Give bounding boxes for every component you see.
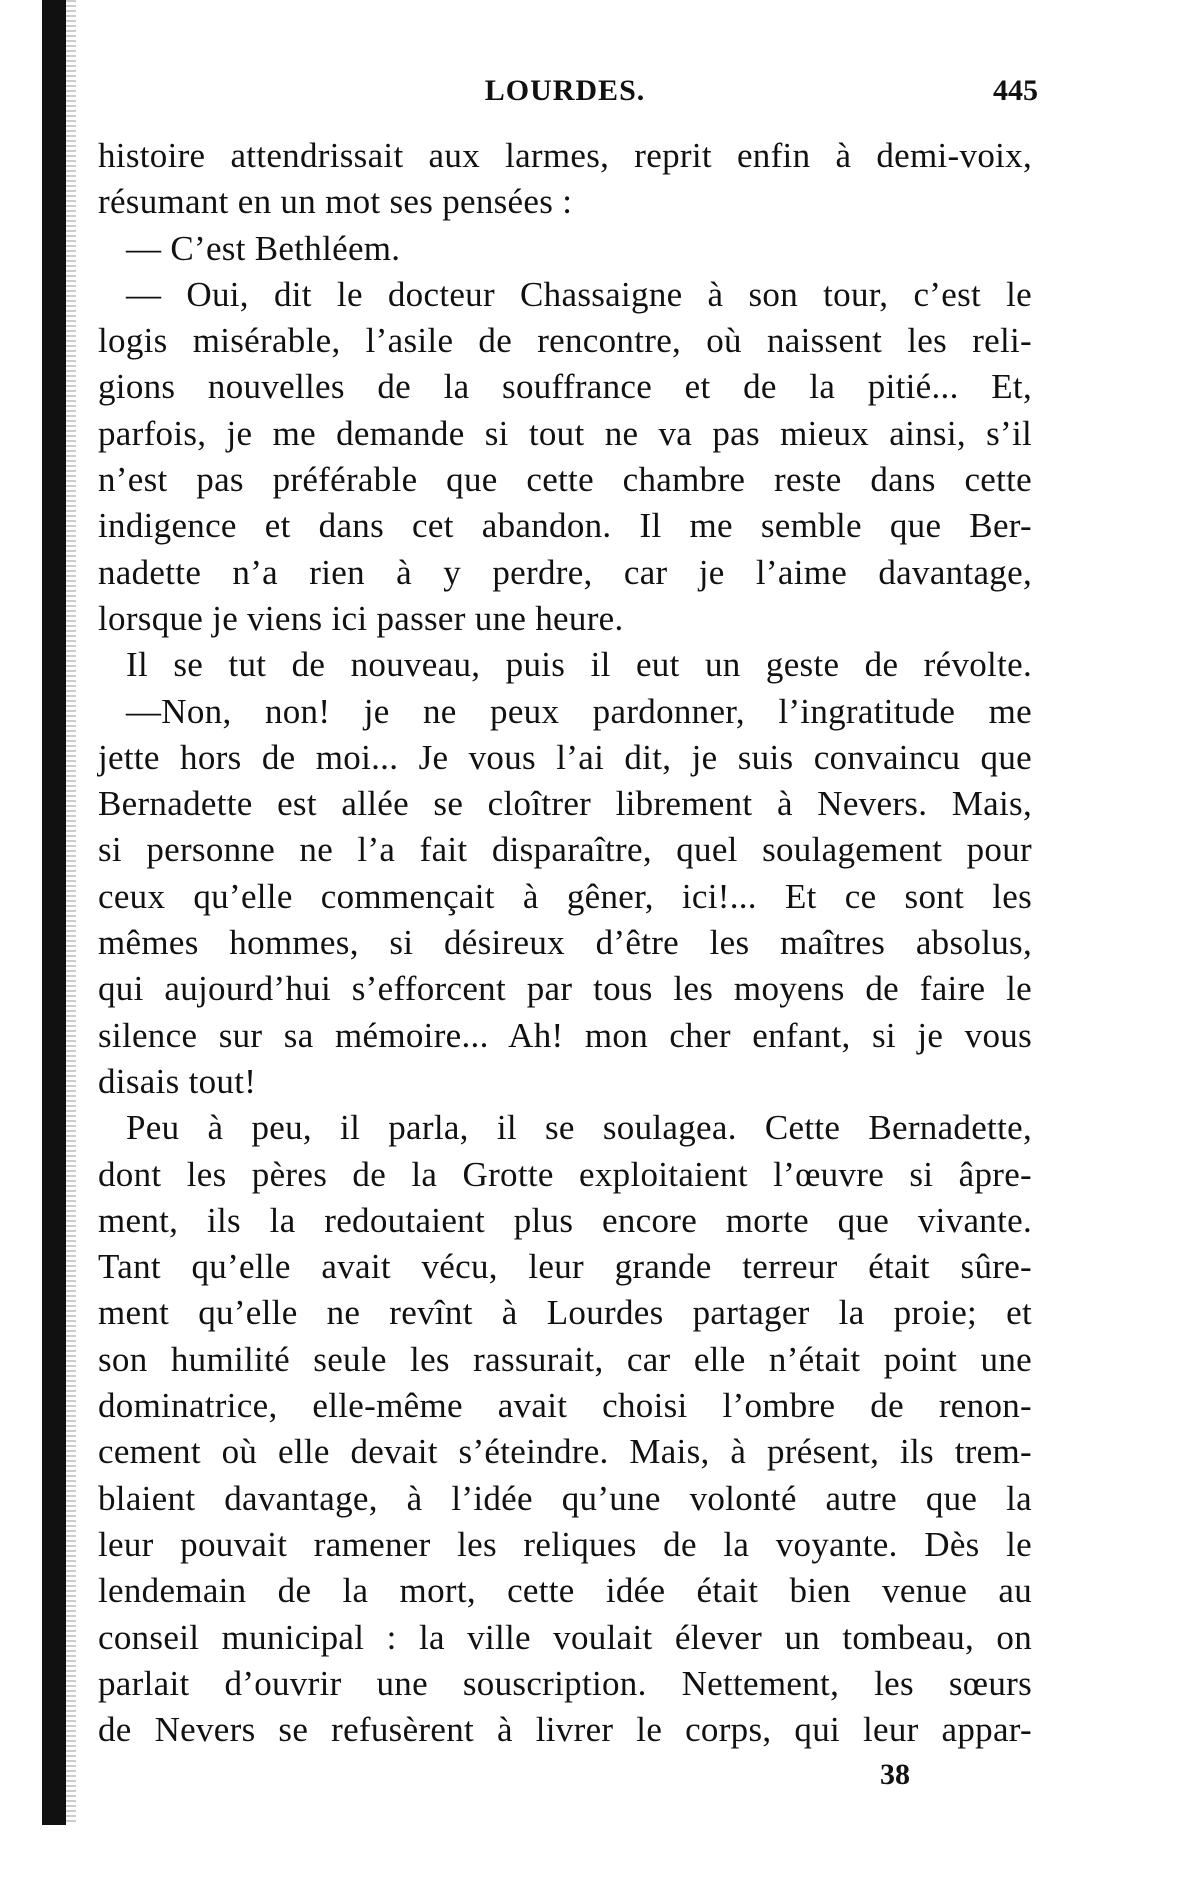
text-line: nadette n’a rien à y perdre, car je l’aime davantage,	[98, 552, 1032, 592]
text-line: son humilité seule les rassurait, car elle n’était point une	[98, 1339, 1032, 1379]
running-head	[98, 74, 1038, 114]
page-number: 445	[993, 74, 1038, 107]
text-line: de Nevers se refusèrent à livrer le corps, qui leur appar-	[98, 1710, 1032, 1750]
text-line: dont les pères de la Grotte exploitaient l’œuvre si âpre-	[98, 1154, 1032, 1194]
text-line: Bernadette est allée se cloîtrer librement à Nevers. Mais,	[98, 784, 1032, 824]
signature-mark: 38	[880, 1758, 910, 1791]
text-line: lendemain de la mort, cette idée était bien venue au	[98, 1571, 1032, 1611]
text-line: Peu à peu, il parla, il se soulagea. Cette Bernadette,	[126, 1108, 1032, 1148]
text-line: ment qu’elle ne revînt à Lourdes partager la proie; et	[98, 1293, 1032, 1333]
text-line: logis misérable, l’asile de rencontre, où naissent les reli-	[98, 321, 1032, 361]
text-line: blaient davantage, à l’idée qu’une volonté autre que la	[98, 1478, 1032, 1518]
text-line: leur pouvait ramener les reliques de la voyante. Dès le	[98, 1524, 1032, 1564]
running-title: LOURDES.	[484, 74, 646, 107]
binding-shadow	[66, 0, 76, 1825]
text-line: indigence et dans cet abandon. Il me semble que Ber-	[98, 506, 1032, 546]
text-line: histoire attendrissait aux larmes, reprit enfin à demi-voix,	[98, 136, 1032, 175]
text-line: cement où elle devait s’éteindre. Mais, à présent, ils trem-	[98, 1432, 1032, 1472]
text-line: n’est pas préférable que cette chambre reste dans cette	[98, 460, 1032, 500]
text-line: mêmes hommes, si désireux d’être les maîtres absolus,	[98, 923, 1032, 963]
book-binding-edge	[42, 0, 66, 1825]
text-line: ment, ils la redoutaient plus encore morte que vivante.	[98, 1200, 1032, 1240]
text-line: lorsque je viens ici passer une heure.	[98, 598, 624, 638]
text-line: jette hors de moi... Je vous l’ai dit, je suis convaincu que	[98, 737, 1032, 777]
text-line: Il se tut de nouveau, puis il eut un geste de révolte.	[126, 645, 1032, 685]
text-line: parfois, je me demande si tout ne va pas mieux ainsi, s’il	[98, 413, 1032, 453]
body-text	[98, 133, 1032, 1753]
text-line: —Non, non! je ne peux pardonner, l’ingratitude me	[126, 691, 1032, 731]
text-line: si personne ne l’a fait disparaître, quel soulagement pour	[98, 830, 1032, 870]
text-line: qui aujourd’hui s’efforcent par tous les moyens de faire le	[98, 969, 1032, 1009]
text-line: ceux qu’elle commençait à gêner, ici!... Et ce sont les	[98, 876, 1032, 916]
text-line: Tant qu’elle avait vécu, leur grande terreur était sûre-	[98, 1247, 1032, 1287]
text-line: silence sur sa mémoire... Ah! mon cher enfant, si je vous	[98, 1015, 1032, 1055]
text-line: disais tout!	[98, 1061, 257, 1101]
text-line: dominatrice, elle-même avait choisi l’ombre de renon-	[98, 1386, 1032, 1426]
text-line: — C’est Bethléem.	[126, 228, 401, 268]
text-line: parlait d’ouvrir une souscription. Nettement, les sœurs	[98, 1663, 1032, 1703]
text-line: — Oui, dit le docteur Chassaigne à son tour, c’est le	[126, 274, 1032, 314]
text-line: conseil municipal : la ville voulait élever un tombeau, on	[98, 1617, 1032, 1657]
text-line: gions nouvelles de la souffrance et de la pitié... Et,	[98, 367, 1032, 407]
text-line: résumant en un mot ses pensées :	[98, 182, 573, 222]
